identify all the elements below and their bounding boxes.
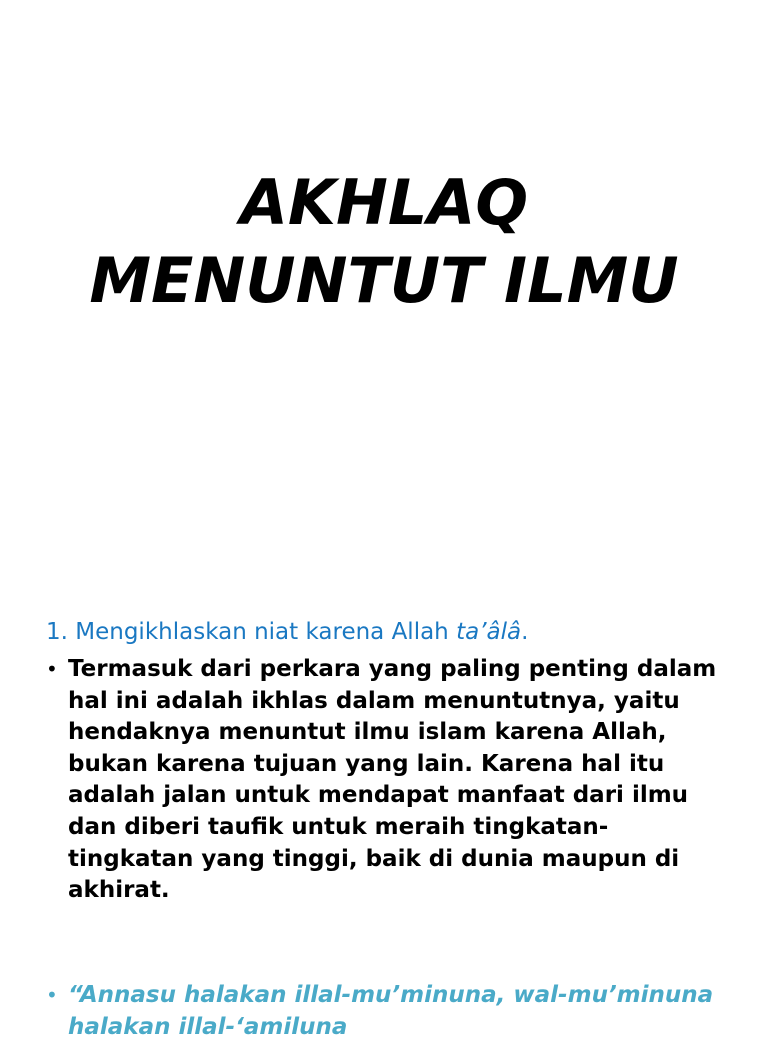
title-line-2: MENUNTUT ILMU — [89, 244, 679, 317]
point-italic: ta’âlâ — [456, 619, 522, 645]
bullet-marker: • — [46, 983, 58, 1007]
bullet-marker: • — [46, 657, 58, 681]
title-line-1: AKHLAQ — [239, 166, 529, 239]
point-end: . — [521, 619, 529, 645]
point-heading — [46, 616, 528, 648]
bullet-item-2 — [46, 980, 726, 1043]
quote-text: “Annasu halakan illal-mu’minuna, wal-mu’minuna halakan illal-‘amiluna — [68, 982, 714, 1040]
point-number: 1. — [46, 619, 68, 645]
content-slide — [0, 600, 768, 1040]
point-text: Mengikhlaskan niat karena Allah — [75, 619, 457, 645]
bullet-text: Termasuk dari perkara yang paling penting dalam hal ini adalah ikhlas dalam menuntutnya, yaitu hendaknya menuntut ilmu islam karena Allah, bukan karena tujuan yang lain. Karena hal itu adalah jalan untuk mendapat manfaat dari ilmu dan diberi taufik untuk meraih tingkatan-tingkatan yang tinggi, baik di dunia maupun di akhirat. — [68, 656, 717, 904]
slide-title — [0, 164, 768, 320]
bullet-item-1 — [46, 654, 726, 907]
